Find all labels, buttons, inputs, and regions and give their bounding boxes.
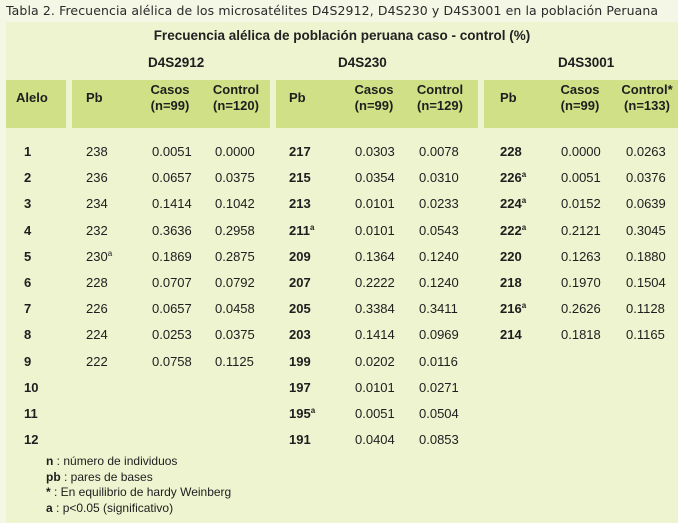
group-header-d4s230: D4S230 — [338, 55, 387, 70]
footnote-asterisk — [46, 485, 231, 501]
header-casos-n: (n=99) — [150, 98, 190, 113]
header-control-2 — [410, 82, 470, 114]
cell-control: 0.0116 — [419, 353, 458, 369]
cell-casos: 0.0051 — [152, 144, 192, 159]
header-control-label: Control* — [621, 82, 673, 97]
header-pb-3: Pb — [500, 90, 517, 105]
cell-pb: 228 — [86, 275, 108, 290]
table-row — [6, 270, 678, 296]
footnote-key: pb — [46, 469, 61, 484]
cell-alelo: 1 — [24, 144, 32, 159]
cell-casos: 0.2626 — [561, 301, 601, 317]
header-control-n: (n=133) — [624, 98, 670, 113]
cell-control: 0.0543 — [419, 222, 459, 238]
footnote-key: a — [46, 500, 53, 515]
table-row — [6, 322, 678, 348]
cell-control: 0.0853 — [419, 432, 459, 448]
cell-pb: 216$^a$ — [500, 301, 527, 317]
significance-marker: a — [107, 248, 113, 258]
table-row — [6, 375, 678, 401]
cell-pb: 238 — [86, 144, 108, 159]
cell-alelo: 8 — [24, 327, 32, 343]
cell-casos: 0.0404 — [355, 432, 395, 448]
table-row — [6, 349, 678, 375]
significance-marker: a — [521, 196, 527, 206]
cell-casos: 0.0253 — [152, 327, 192, 343]
header-casos-1 — [142, 82, 198, 114]
cell-casos: 0.0707 — [152, 275, 192, 290]
cell-control: 0.3411 — [419, 301, 458, 317]
cell-pb: 222 — [86, 353, 108, 369]
cell-control: 0.0271 — [419, 379, 459, 395]
cell-alelo: 7 — [24, 301, 32, 317]
cell-control: 0.2958 — [215, 222, 255, 238]
header-control-label: Control — [416, 82, 464, 97]
cell-control: 0.0233 — [419, 196, 459, 212]
header-pb-2: Pb — [289, 90, 306, 105]
cell-pb: 234 — [86, 196, 108, 212]
header-casos-3 — [552, 82, 608, 114]
cell-pb: 226 — [86, 301, 108, 317]
header-pb-1: Pb — [86, 90, 103, 105]
cell-alelo: 4 — [24, 222, 32, 238]
cell-pb: 214 — [500, 327, 522, 343]
cell-casos: 0.0152 — [561, 196, 601, 212]
table-row — [6, 165, 678, 191]
significance-marker: a — [521, 170, 527, 180]
header-casos-n: (n=99) — [354, 98, 394, 113]
significance-marker: a — [521, 222, 527, 232]
cell-control: 0.1042 — [215, 196, 255, 212]
footnote-text: : número de individuos — [53, 454, 178, 468]
cell-casos: 0.2222 — [355, 275, 395, 290]
cell-control: 0.0376 — [626, 170, 666, 186]
header-casos-label: Casos — [150, 82, 190, 97]
cell-pb: 220 — [500, 248, 522, 264]
footnote-a — [46, 501, 231, 517]
footnote-key: * — [46, 485, 51, 499]
group-header-d4s3001: D4S3001 — [558, 55, 615, 70]
cell-casos: 0.1818 — [561, 327, 601, 343]
cell-pb: 228 — [500, 144, 522, 159]
table-row — [6, 244, 678, 270]
cell-alelo: 11 — [24, 406, 38, 421]
cell-control: 0.1504 — [626, 275, 666, 290]
cell-control: 0.1880 — [626, 248, 666, 264]
cell-pb: 218 — [500, 275, 522, 290]
cell-control: 0.0000 — [215, 144, 255, 159]
cell-alelo: 6 — [24, 275, 32, 290]
cell-control: 0.1125 — [215, 353, 254, 369]
header-control-n: (n=129) — [417, 98, 463, 113]
cell-pb: 213 — [289, 196, 311, 212]
cell-pb: 232 — [86, 222, 108, 238]
footnote-pb — [46, 470, 231, 486]
cell-pb: 222$^a$ — [500, 222, 527, 238]
cell-control: 0.0375 — [215, 327, 255, 343]
footnote-key: n — [46, 454, 54, 468]
cell-control: 0.1240 — [419, 275, 459, 290]
cell-casos: 0.0051 — [561, 170, 601, 186]
cell-pb: 215 — [289, 170, 311, 186]
cell-pb: 217 — [289, 144, 311, 159]
cell-alelo: 3 — [24, 196, 32, 212]
cell-pb: 230$^a$ — [86, 248, 113, 264]
table-row — [6, 139, 678, 165]
cell-pb: 236 — [86, 170, 108, 186]
cell-pb: 197 — [289, 379, 311, 395]
cell-control: 0.0078 — [419, 144, 459, 159]
group-header-d4s2912: D4S2912 — [148, 55, 205, 70]
cell-control: 0.0504 — [419, 406, 459, 421]
cell-casos: 0.0000 — [561, 144, 601, 159]
table-row — [6, 427, 678, 453]
cell-casos: 0.0303 — [355, 144, 395, 159]
footnote-n — [46, 454, 231, 470]
table-title: Frecuencia alélica de población peruana caso - control (%) — [153, 28, 531, 43]
header-control-1 — [206, 82, 266, 114]
cell-casos: 0.1364 — [355, 248, 395, 264]
footnote-text: : pares de bases — [60, 469, 153, 484]
cell-casos: 0.0101 — [355, 222, 395, 238]
header-casos-2 — [346, 82, 402, 114]
cell-casos: 0.1414 — [152, 196, 192, 212]
cell-pb: 203 — [289, 327, 311, 343]
cell-control: 0.0375 — [215, 170, 255, 186]
cell-pb: 224$^a$ — [500, 196, 527, 212]
cell-alelo: 10 — [24, 379, 39, 395]
table-row — [6, 218, 678, 244]
table-footnotes — [46, 454, 231, 516]
cell-control: 0.0263 — [626, 144, 666, 159]
cell-casos: 0.3384 — [355, 301, 395, 317]
cell-control: 0.0458 — [215, 301, 255, 317]
cell-casos: 0.1869 — [152, 248, 192, 264]
cell-pb: 195$^a$ — [289, 406, 316, 421]
cell-alelo: 9 — [24, 353, 32, 369]
cell-casos: 0.3636 — [152, 222, 192, 238]
cell-control: 0.2875 — [215, 248, 255, 264]
cell-alelo: 5 — [24, 248, 32, 264]
cell-casos: 0.0101 — [355, 379, 395, 395]
header-alelo: Alelo — [16, 90, 48, 105]
cell-control: 0.0792 — [215, 275, 255, 290]
cell-casos: 0.0657 — [152, 170, 192, 186]
header-control-3 — [616, 82, 678, 114]
cell-alelo: 2 — [24, 170, 32, 186]
cell-pb: 191 — [289, 432, 311, 448]
cell-casos: 0.0758 — [152, 353, 192, 369]
significance-marker: a — [309, 222, 315, 232]
table-row — [6, 191, 678, 217]
footnote-text: : En equilibrio de hardy Weinberg — [50, 485, 232, 499]
cell-control: 0.3045 — [626, 222, 666, 238]
footnote-text: : p<0.05 (significativo) — [52, 500, 174, 515]
cell-casos: 0.1414 — [355, 327, 395, 343]
cell-pb: 205 — [289, 301, 311, 317]
cell-pb: 207 — [289, 275, 311, 290]
cell-control: 0.1128 — [626, 301, 665, 317]
cell-pb: 224 — [86, 327, 108, 343]
cell-pb: 211$^a$ — [289, 222, 315, 238]
cell-control: 0.0969 — [419, 327, 459, 343]
cell-control: 0.0310 — [419, 170, 459, 186]
table-row — [6, 296, 678, 322]
cell-alelo: 12 — [24, 432, 39, 448]
cell-control: 0.1165 — [626, 327, 665, 343]
significance-marker: a — [521, 301, 527, 311]
table-panel — [6, 22, 678, 523]
cell-casos: 0.0354 — [355, 170, 395, 186]
significance-marker: a — [310, 406, 316, 415]
header-casos-n: (n=99) — [560, 98, 600, 113]
header-control-label: Control — [212, 82, 260, 97]
cell-casos: 0.1970 — [561, 275, 601, 290]
cell-casos: 0.0101 — [355, 196, 395, 212]
table-row — [6, 401, 678, 427]
table-caption: Tabla 2. Frecuencia alélica de los microsatélites D4S2912, D4S230 y D4S3001 en la población Peruana — [6, 3, 659, 18]
cell-casos: 0.0657 — [152, 301, 192, 317]
header-casos-label: Casos — [560, 82, 600, 97]
cell-control: 0.0639 — [626, 196, 666, 212]
cell-pb: 209 — [289, 248, 311, 264]
cell-casos: 0.1263 — [561, 248, 601, 264]
cell-casos: 0.2121 — [561, 222, 601, 238]
header-control-n: (n=120) — [213, 98, 259, 113]
cell-casos: 0.0051 — [355, 406, 395, 421]
header-casos-label: Casos — [354, 82, 394, 97]
cell-pb: 226$^a$ — [500, 170, 527, 186]
cell-control: 0.1240 — [419, 248, 459, 264]
cell-casos: 0.0202 — [355, 353, 395, 369]
cell-pb: 199 — [289, 353, 311, 369]
